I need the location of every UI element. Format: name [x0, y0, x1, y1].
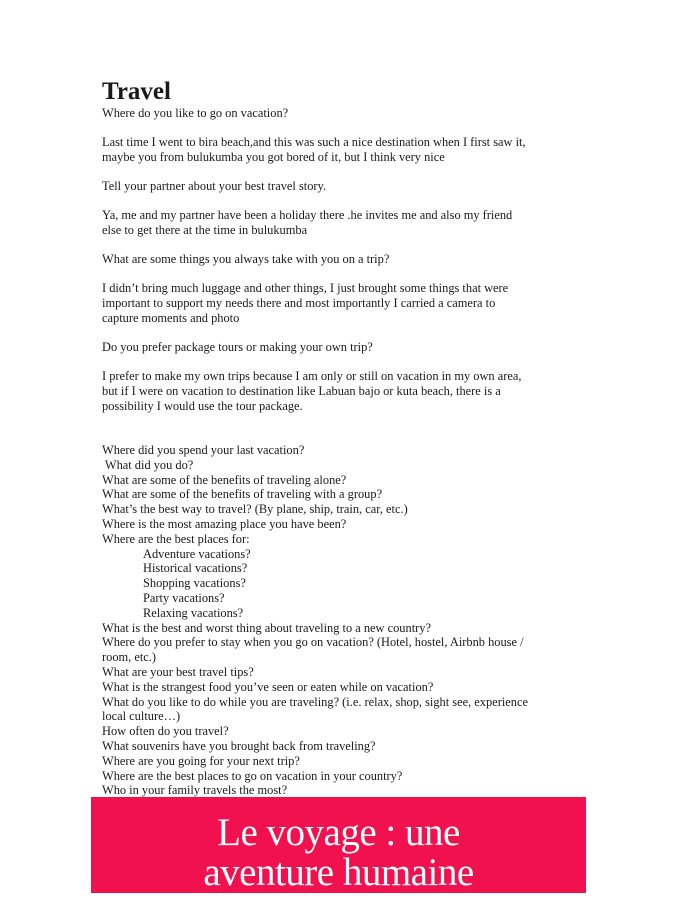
question-item: What are your best travel tips? [102, 664, 254, 679]
question-item: Where are the best places to go on vacation in your country? [102, 768, 403, 783]
question-item: Where are the best places for: [102, 531, 250, 546]
qa-question: Do you prefer package tours or making your own trip? [102, 340, 373, 354]
question-item: What do you like to do while you are traveling? (i.e. relax, shop, sight see, experience [102, 694, 528, 709]
qa-answer-line: important to support my needs there and most importantly I carried a camera to [102, 296, 496, 310]
qa-question: What are some things you always take with you on a trip? [102, 252, 390, 266]
question-item: What’s the best way to travel? (By plane, ship, train, car, etc.) [102, 502, 408, 517]
qa-answer-line: but if I were on vacation to destination like Labuan bajo or kuta beach, there is a [102, 384, 501, 398]
question-item: Where did you spend your last vacation? [102, 443, 305, 457]
question-item: Who in your family travels the most? [102, 783, 288, 798]
qa-section [102, 106, 582, 414]
question-item: What did you do? [102, 457, 194, 472]
qa-answer-line: Ya, me and my partner have been a holiday there .he invites me and also my friend [102, 208, 513, 222]
document-page [102, 78, 582, 798]
question-item: Historical vacations? [143, 561, 248, 576]
qa-question: Tell your partner about your best travel story. [102, 179, 327, 193]
question-item: What is the strangest food you’ve seen or eaten while on vacation? [102, 679, 434, 694]
question-item: local culture…) [102, 709, 181, 724]
document-title: Travel [102, 78, 171, 105]
question-item: Relaxing vacations? [143, 605, 244, 620]
qa-answer-line: I prefer to make my own trips because I am only or still on vacation in my own area, [102, 369, 522, 383]
promo-banner[interactable] [91, 797, 586, 893]
question-item: Adventure vacations? [143, 546, 251, 561]
qa-answer-line: capture moments and photo [102, 311, 240, 325]
qa-answer-line: maybe you from bulukumba you got bored of it, but I think very nice [102, 150, 445, 164]
question-item: Where is the most amazing place you have been? [102, 516, 347, 531]
question-item: Where are you going for your next trip? [102, 753, 300, 768]
question-item: Shopping vacations? [143, 576, 246, 591]
question-item: Where do you prefer to stay when you go on vacation? (Hotel, hostel, Airbnb house / [102, 635, 524, 650]
qa-answer-line: possibility I would use the tour package. [102, 399, 303, 413]
qa-answer-line: I didn’t bring much luggage and other things, I just brought some things that were [102, 281, 509, 295]
question-item: Party vacations? [143, 590, 225, 605]
question-item: What is the best and worst thing about traveling to a new country? [102, 620, 431, 635]
question-list [102, 443, 582, 798]
qa-question: Where do you like to go on vacation? [102, 106, 289, 120]
qa-answer-line: Last time I went to bira beach,and this was such a nice destination when I first saw it, [102, 135, 526, 149]
question-item: What are some of the benefits of traveling with a group? [102, 487, 383, 502]
question-item: What are some of the benefits of traveling alone? [102, 472, 347, 487]
question-item: How often do you travel? [102, 724, 229, 739]
qa-answer-line: else to get there at the time in bulukumba [102, 223, 308, 237]
question-item: What souvenirs have you brought back from traveling? [102, 738, 376, 753]
banner-line-1: Le voyage : une [217, 811, 460, 854]
banner-line-2: aventure humaine [203, 851, 474, 894]
question-item: room, etc.) [102, 650, 157, 665]
